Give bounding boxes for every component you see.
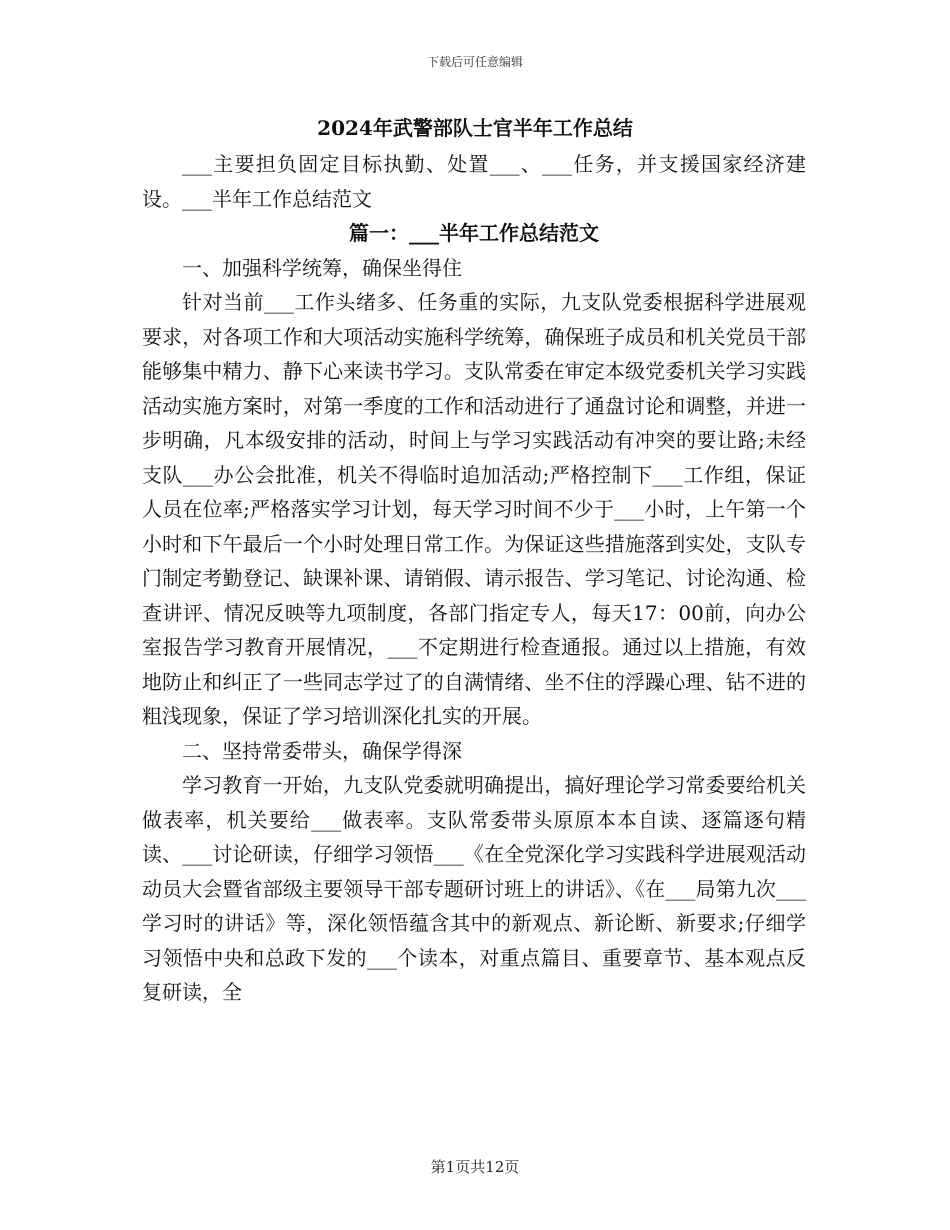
intro-paragraph: ___主要担负固定目标执勤、处置___、___任务，并支援国家经济建设。___半年工作总结范文 xyxy=(142,152,806,211)
paragraph-1: 针对当前___工作头绪多、任务重的实际，九支队党委根据科学进展观要求，对各项工作和大项活动实施科学统筹，确保班子成员和机关党员干部能够集中精力、静下心来读书学习。支队常委在审定本级党委机关学习实践活动实施方案时，对第一季度的工作和活动进行了通盘讨论和调整，并进一步明确，凡本级安排的活动，时间上与学习实践活动有冲突的要让路;未经支队___办公会批准，机关不得临时追加活动;严格控制下___工作组，保证人员在位率;严格落实学习计划，每天学习时间不少于___小时，上午第一个小时和下午最后一个小时处理日常工作。为保证这些措施落到实处，支队专门制定考勤登记、缺课补课、请销假、请示报告、学习笔记、讨论沟通、检查讲评、情况反映等九项制度，各部门指定专人，每天17：00前，向办公室报告学习教育开展情况，___不定期进行检查通报。通过以上措施，有效地防止和纠正了一些同志学过了的自满情绪、坐不住的浮躁心理、钻不进的粗浅现象，保证了学习培训深化扎实的开展。 xyxy=(142,290,806,728)
heading-1: 一、加强科学统筹，确保坐得住 xyxy=(182,255,462,280)
paragraph-2: 学习教育一开始，九支队党委就明确提出，搞好理论学习常委要给机关做表率，机关要给___做表率。支队常委带头原原本本自读、逐篇逐句精读、___讨论研读，仔细学习领悟___《在全党深化学习实践科学进展观活动动员大会暨省部级主要领导干部专题研讨班上的讲话》、《在___局第九次___学习时的讲话》等，深化领悟蕴含其中的新观点、新论断、新要求;仔细学习领悟中央和总政下发的___个读本，对重点篇目、重要章节、基本观点反复研读，全 xyxy=(142,773,806,1004)
heading-2: 二、坚持常委带头，确保学得深 xyxy=(182,738,462,763)
document-body xyxy=(142,147,806,1010)
document-title: 2024年武警部队士官半年工作总结 xyxy=(317,116,633,140)
section-title: 篇一：___半年工作总结范文 xyxy=(349,221,599,245)
page-indicator: 第1页共12页 xyxy=(430,1158,520,1176)
header-note: 下载后可任意编辑 xyxy=(426,55,523,69)
